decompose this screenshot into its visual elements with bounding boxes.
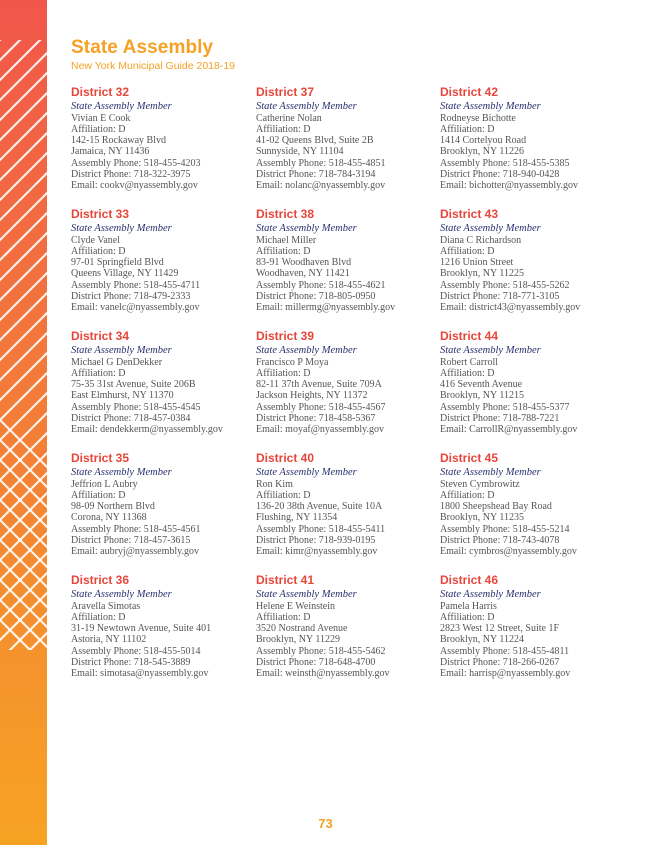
member-role: State Assembly Member: [440, 223, 541, 234]
member-role: State Assembly Member: [440, 345, 541, 356]
member-name: Clyde Vanel: [71, 234, 120, 246]
member-affiliation: Affiliation: D: [256, 245, 311, 257]
address-line-2: Brooklyn, NY 11225: [440, 268, 524, 280]
address-line-1: 41-02 Queens Blvd, Suite 2B: [256, 135, 374, 147]
member-affiliation: Affiliation: D: [440, 123, 495, 135]
member-role: State Assembly Member: [256, 101, 357, 112]
district-heading: District 35: [71, 451, 130, 465]
assembly-phone: Assembly Phone: 518-455-5014: [71, 645, 201, 657]
member-role: State Assembly Member: [440, 589, 541, 600]
directory-entry: [440, 573, 625, 695]
directory-entry: [256, 329, 440, 451]
district-heading: District 45: [440, 451, 499, 465]
member-role: State Assembly Member: [256, 223, 357, 234]
address-line-2: Jamaica, NY 11436: [71, 146, 150, 158]
district-heading: District 39: [256, 329, 315, 343]
address-line-1: 75-35 31st Avenue, Suite 206B: [71, 379, 196, 391]
district-heading: District 46: [440, 573, 499, 587]
member-name: Catherine Nolan: [256, 112, 322, 124]
member-name: Ron Kim: [256, 478, 293, 490]
directory-entry: [71, 573, 256, 695]
district-phone: District Phone: 718-322-3975: [71, 168, 191, 180]
assembly-phone: Assembly Phone: 518-455-4851: [256, 157, 386, 169]
district-heading: District 40: [256, 451, 315, 465]
address-line-1: 136-20 38th Avenue, Suite 10A: [256, 501, 383, 513]
directory-entry: [256, 85, 440, 207]
district-heading: District 33: [71, 207, 130, 221]
directory-entry: [71, 329, 256, 451]
directory-grid: [71, 85, 631, 695]
member-name: Robert Carroll: [440, 356, 499, 368]
member-email: Email: bichotter@nyassembly.gov: [440, 180, 578, 192]
member-role: State Assembly Member: [256, 589, 357, 600]
assembly-phone: Assembly Phone: 518-455-4811: [440, 645, 570, 657]
member-name: Michael Miller: [256, 234, 317, 246]
directory-entry: [256, 207, 440, 329]
member-name: Steven Cymbrowitz: [440, 478, 520, 490]
address-line-2: Woodhaven, NY 11421: [256, 268, 350, 280]
district-heading: District 34: [71, 329, 130, 343]
assembly-phone: Assembly Phone: 518-455-4711: [71, 279, 201, 291]
assembly-phone: Assembly Phone: 518-455-5411: [256, 523, 386, 535]
member-email: Email: nolanc@nyassembly.gov: [256, 180, 386, 192]
directory-entry: [440, 329, 625, 451]
district-heading: District 37: [256, 85, 315, 99]
member-name: Helene E Weinstein: [256, 600, 335, 612]
member-role: State Assembly Member: [440, 467, 541, 478]
member-email: Email: vanelc@nyassembly.gov: [71, 302, 200, 314]
address-line-1: 3520 Nostrand Avenue: [256, 623, 348, 635]
member-role: State Assembly Member: [71, 345, 172, 356]
address-line-1: 142-15 Rockaway Blvd: [71, 135, 166, 147]
assembly-phone: Assembly Phone: 518-455-4545: [71, 401, 201, 413]
member-email: Email: harrisp@nyassembly.gov: [440, 668, 571, 680]
address-line-1: 82-11 37th Avenue, Suite 709A: [256, 379, 382, 391]
district-phone: District Phone: 718-266-0267: [440, 656, 560, 668]
assembly-phone: Assembly Phone: 518-455-5462: [256, 645, 386, 657]
address-line-2: Flushing, NY 11354: [256, 512, 338, 524]
member-affiliation: Affiliation: D: [440, 611, 495, 623]
directory-entry: [71, 85, 256, 207]
member-email: Email: weinsth@nyassembly.gov: [256, 668, 390, 680]
member-affiliation: Affiliation: D: [440, 367, 495, 379]
assembly-phone: Assembly Phone: 518-455-4561: [71, 523, 201, 535]
address-line-2: Queens Village, NY 11429: [71, 268, 179, 280]
address-line-1: 1414 Cortelyou Road: [440, 135, 527, 147]
member-affiliation: Affiliation: D: [71, 367, 126, 379]
member-role: State Assembly Member: [256, 467, 357, 478]
member-email: Email: district43@nyassembly.gov: [440, 302, 581, 314]
member-role: State Assembly Member: [71, 223, 172, 234]
address-line-1: 1216 Union Street: [440, 257, 514, 269]
member-name: Aravella Simotas: [71, 600, 141, 612]
member-name: Diana C Richardson: [440, 234, 522, 246]
district-phone: District Phone: 718-648-4700: [256, 656, 376, 668]
member-name: Pamela Harris: [440, 600, 497, 612]
district-heading: District 32: [71, 85, 130, 99]
member-email: Email: cookv@nyassembly.gov: [71, 180, 198, 192]
assembly-phone: Assembly Phone: 518-455-4203: [71, 157, 201, 169]
member-affiliation: Affiliation: D: [440, 489, 495, 501]
district-phone: District Phone: 718-771-3105: [440, 290, 560, 302]
lattice-pattern-graphic: [0, 0, 47, 845]
address-line-1: 416 Seventh Avenue: [440, 379, 523, 391]
district-phone: District Phone: 718-545-3889: [71, 656, 191, 668]
address-line-1: 31-19 Newtown Avenue, Suite 401: [71, 623, 212, 635]
member-affiliation: Affiliation: D: [440, 245, 495, 257]
directory-entry: [256, 573, 440, 695]
address-line-1: 98-09 Northern Blvd: [71, 501, 155, 513]
assembly-phone: Assembly Phone: 518-455-4567: [256, 401, 386, 413]
member-affiliation: Affiliation: D: [71, 123, 126, 135]
district-phone: District Phone: 718-939-0195: [256, 534, 376, 546]
member-affiliation: Affiliation: D: [71, 245, 126, 257]
address-line-1: 1800 Sheepshead Bay Road: [440, 501, 552, 513]
district-phone: District Phone: 718-788-7221: [440, 412, 560, 424]
member-email: Email: simotasa@nyassembly.gov: [71, 668, 209, 680]
assembly-phone: Assembly Phone: 518-455-5377: [440, 401, 570, 413]
member-email: Email: moyaf@nyassembly.gov: [256, 424, 384, 436]
member-email: Email: cymbros@nyassembly.gov: [440, 546, 577, 558]
page-title: State Assembly: [71, 37, 214, 58]
district-heading: District 43: [440, 207, 499, 221]
address-line-1: 2823 West 12 Street, Suite 1F: [440, 623, 560, 635]
directory-entry: [440, 451, 625, 573]
address-line-2: Jackson Heights, NY 11372: [256, 390, 368, 402]
member-role: State Assembly Member: [440, 101, 541, 112]
directory-entry: [71, 451, 256, 573]
district-phone: District Phone: 718-805-0950: [256, 290, 376, 302]
directory-entry: [440, 207, 625, 329]
member-name: Vivian E Cook: [71, 112, 131, 124]
district-heading: District 38: [256, 207, 315, 221]
member-affiliation: Affiliation: D: [256, 489, 311, 501]
district-heading: District 42: [440, 85, 499, 99]
assembly-phone: Assembly Phone: 518-455-5385: [440, 157, 570, 169]
member-email: Email: CarrollR@nyassembly.gov: [440, 424, 578, 436]
member-name: Francisco P Moya: [256, 356, 329, 368]
member-name: Jeffrion L Aubry: [71, 478, 138, 490]
directory-entry: [256, 451, 440, 573]
address-line-2: East Elmhurst, NY 11370: [71, 390, 174, 402]
district-phone: District Phone: 718-743-4078: [440, 534, 560, 546]
member-email: Email: aubryj@nyassembly.gov: [71, 546, 199, 558]
member-affiliation: Affiliation: D: [71, 611, 126, 623]
address-line-2: Corona, NY 11368: [71, 512, 147, 524]
address-line-2: Astoria, NY 11102: [71, 634, 147, 646]
page-number: 73: [318, 816, 333, 831]
address-line-2: Brooklyn, NY 11224: [440, 634, 524, 646]
directory-entry: [71, 207, 256, 329]
directory-entry: [440, 85, 625, 207]
member-affiliation: Affiliation: D: [256, 123, 311, 135]
address-line-2: Sunnyside, NY 11104: [256, 146, 344, 158]
member-role: State Assembly Member: [71, 467, 172, 478]
member-affiliation: Affiliation: D: [256, 611, 311, 623]
page-subtitle: New York Municipal Guide 2018-19: [71, 60, 236, 72]
member-role: State Assembly Member: [71, 589, 172, 600]
district-heading: District 44: [440, 329, 499, 343]
address-line-2: Brooklyn, NY 11235: [440, 512, 524, 524]
district-phone: District Phone: 718-458-5367: [256, 412, 376, 424]
member-role: State Assembly Member: [71, 101, 172, 112]
assembly-phone: Assembly Phone: 518-455-4621: [256, 279, 386, 291]
district-heading: District 36: [71, 573, 130, 587]
member-email: Email: kimr@nyassembly.gov: [256, 546, 378, 558]
district-phone: District Phone: 718-784-3194: [256, 168, 376, 180]
district-phone: District Phone: 718-940-0428: [440, 168, 560, 180]
member-role: State Assembly Member: [256, 345, 357, 356]
address-line-2: Brooklyn, NY 11226: [440, 146, 524, 158]
decorative-side-band: [0, 0, 47, 845]
address-line-1: 97-01 Springfield Blvd: [71, 257, 164, 269]
district-heading: District 41: [256, 573, 315, 587]
member-email: Email: dendekkerm@nyassembly.gov: [71, 424, 223, 436]
member-affiliation: Affiliation: D: [256, 367, 311, 379]
district-phone: District Phone: 718-457-0384: [71, 412, 191, 424]
assembly-phone: Assembly Phone: 518-455-5214: [440, 523, 570, 535]
member-name: Michael G DenDekker: [71, 356, 163, 368]
assembly-phone: Assembly Phone: 518-455-5262: [440, 279, 570, 291]
member-email: Email: millermg@nyassembly.gov: [256, 302, 396, 314]
address-line-1: 83-91 Woodhaven Blvd: [256, 257, 352, 269]
member-name: Rodneyse Bichotte: [440, 112, 516, 124]
district-phone: District Phone: 718-479-2333: [71, 290, 191, 302]
address-line-2: Brooklyn, NY 11229: [256, 634, 340, 646]
member-affiliation: Affiliation: D: [71, 489, 126, 501]
address-line-2: Brooklyn, NY 11215: [440, 390, 524, 402]
district-phone: District Phone: 718-457-3615: [71, 534, 191, 546]
page-header: [71, 37, 235, 73]
